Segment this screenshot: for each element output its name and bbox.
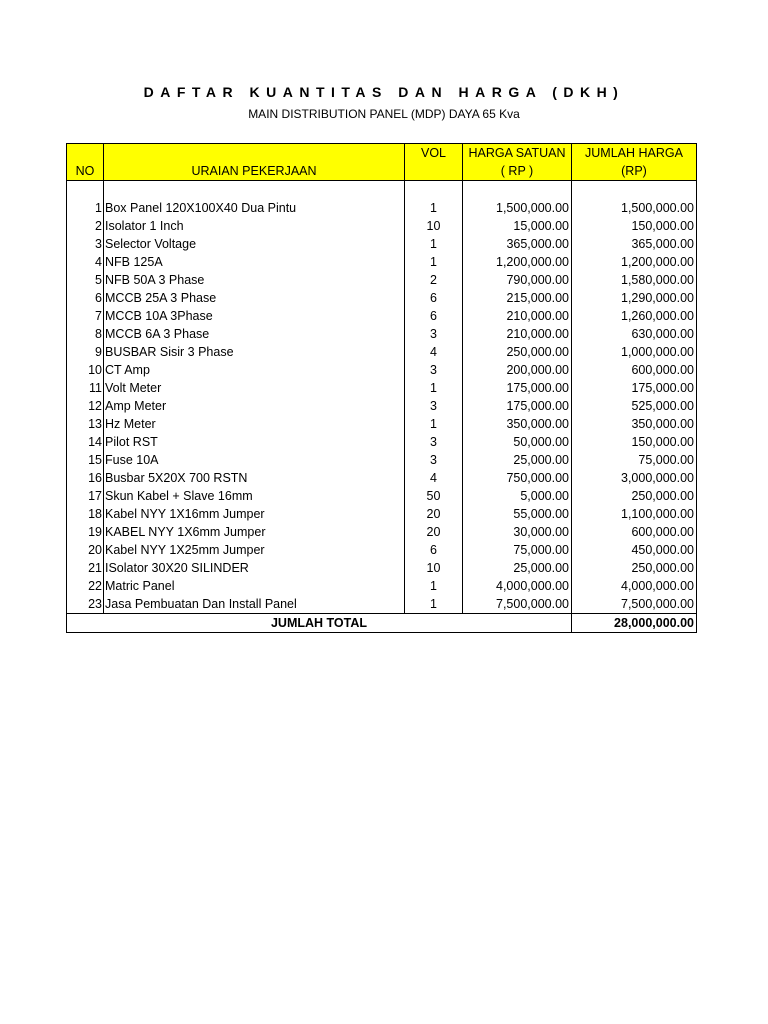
table-row (67, 433, 697, 451)
item-no: 1 (67, 199, 104, 217)
document-title: DAFTAR KUANTITAS DAN HARGA (DKH) (143, 84, 625, 100)
header-vol: VOL (405, 144, 463, 163)
item-no: 12 (67, 397, 104, 415)
table-row (67, 253, 697, 271)
item-vol: 6 (405, 307, 463, 325)
table-row (67, 361, 697, 379)
item-total-price: 150,000.00 (572, 217, 697, 235)
item-no: 11 (67, 379, 104, 397)
table-row (67, 289, 697, 307)
item-total-price: 350,000.00 (572, 415, 697, 433)
item-description: Fuse 10A (104, 451, 405, 469)
item-vol: 50 (405, 487, 463, 505)
item-no: 18 (67, 505, 104, 523)
item-no: 23 (67, 595, 104, 614)
item-description: Busbar 5X20X 700 RSTN (104, 469, 405, 487)
item-vol: 1 (405, 577, 463, 595)
table-row (67, 505, 697, 523)
table-row (67, 217, 697, 235)
item-total-price: 250,000.00 (572, 559, 697, 577)
table-row (67, 379, 697, 397)
item-unit-price: 350,000.00 (463, 415, 572, 433)
item-unit-price: 215,000.00 (463, 289, 572, 307)
header-no: NO (67, 162, 104, 181)
item-unit-price: 25,000.00 (463, 451, 572, 469)
item-unit-price: 175,000.00 (463, 397, 572, 415)
item-description: NFB 125A (104, 253, 405, 271)
table-row (67, 451, 697, 469)
item-vol: 1 (405, 415, 463, 433)
item-unit-price: 25,000.00 (463, 559, 572, 577)
item-vol: 3 (405, 325, 463, 343)
item-no: 8 (67, 325, 104, 343)
item-description: Volt Meter (104, 379, 405, 397)
table-row (67, 271, 697, 289)
item-no: 9 (67, 343, 104, 361)
item-total-price: 1,100,000.00 (572, 505, 697, 523)
total-label: JUMLAH TOTAL (67, 614, 572, 633)
table-row (67, 487, 697, 505)
item-description: Selector Voltage (104, 235, 405, 253)
item-total-price: 1,290,000.00 (572, 289, 697, 307)
table-body (67, 181, 697, 614)
item-total-price: 600,000.00 (572, 523, 697, 541)
total-value: 28,000,000.00 (572, 614, 697, 633)
table-row (67, 469, 697, 487)
item-unit-price: 7,500,000.00 (463, 595, 572, 614)
item-total-price: 365,000.00 (572, 235, 697, 253)
item-description: Isolator 1 Inch (104, 217, 405, 235)
item-unit-price: 790,000.00 (463, 271, 572, 289)
item-description: MCCB 25A 3 Phase (104, 289, 405, 307)
table-row (67, 235, 697, 253)
item-unit-price: 50,000.00 (463, 433, 572, 451)
header-jumlah-harga: JUMLAH HARGA (572, 144, 697, 163)
item-description: BUSBAR Sisir 3 Phase (104, 343, 405, 361)
item-unit-price: 4,000,000.00 (463, 577, 572, 595)
item-description: CT Amp (104, 361, 405, 379)
table-row (67, 415, 697, 433)
item-description: MCCB 6A 3 Phase (104, 325, 405, 343)
header-vol-bottom (405, 162, 463, 181)
item-total-price: 3,000,000.00 (572, 469, 697, 487)
table-row (67, 559, 697, 577)
table-row (67, 307, 697, 325)
item-no: 15 (67, 451, 104, 469)
header-harga-satuan-unit: ( RP ) (463, 162, 572, 181)
item-description: Box Panel 120X100X40 Dua Pintu (104, 199, 405, 217)
item-total-price: 450,000.00 (572, 541, 697, 559)
header-uraian-top (104, 144, 405, 163)
item-unit-price: 55,000.00 (463, 505, 572, 523)
item-total-price: 1,200,000.00 (572, 253, 697, 271)
item-vol: 6 (405, 541, 463, 559)
item-no: 22 (67, 577, 104, 595)
item-total-price: 175,000.00 (572, 379, 697, 397)
table-row (67, 325, 697, 343)
table-row (67, 343, 697, 361)
item-no: 17 (67, 487, 104, 505)
item-vol: 3 (405, 451, 463, 469)
item-total-price: 1,260,000.00 (572, 307, 697, 325)
item-unit-price: 175,000.00 (463, 379, 572, 397)
item-no: 2 (67, 217, 104, 235)
item-description: MCCB 10A 3Phase (104, 307, 405, 325)
item-description: Matric Panel (104, 577, 405, 595)
item-description: Amp Meter (104, 397, 405, 415)
item-unit-price: 5,000.00 (463, 487, 572, 505)
item-unit-price: 200,000.00 (463, 361, 572, 379)
table-row (67, 541, 697, 559)
item-vol: 3 (405, 397, 463, 415)
item-total-price: 1,500,000.00 (572, 199, 697, 217)
table-row (67, 595, 697, 614)
item-description: NFB 50A 3 Phase (104, 271, 405, 289)
item-no: 7 (67, 307, 104, 325)
item-no: 16 (67, 469, 104, 487)
item-no: 21 (67, 559, 104, 577)
item-no: 6 (67, 289, 104, 307)
header-no-top (67, 144, 104, 163)
item-unit-price: 15,000.00 (463, 217, 572, 235)
item-description: ISolator 30X20 SILINDER (104, 559, 405, 577)
item-vol: 4 (405, 469, 463, 487)
item-total-price: 600,000.00 (572, 361, 697, 379)
item-unit-price: 210,000.00 (463, 307, 572, 325)
item-vol: 1 (405, 199, 463, 217)
item-unit-price: 1,500,000.00 (463, 199, 572, 217)
item-description: Kabel NYY 1X25mm Jumper (104, 541, 405, 559)
item-vol: 1 (405, 235, 463, 253)
item-vol: 1 (405, 253, 463, 271)
table-row (67, 397, 697, 415)
item-vol: 10 (405, 559, 463, 577)
spacer-row (67, 181, 697, 200)
table-header (67, 144, 697, 181)
header-uraian: URAIAN PEKERJAAN (104, 162, 405, 181)
item-description: Kabel NYY 1X16mm Jumper (104, 505, 405, 523)
item-vol: 10 (405, 217, 463, 235)
item-vol: 3 (405, 361, 463, 379)
item-vol: 2 (405, 271, 463, 289)
item-no: 10 (67, 361, 104, 379)
item-no: 14 (67, 433, 104, 451)
item-description: Skun Kabel + Slave 16mm (104, 487, 405, 505)
item-vol: 3 (405, 433, 463, 451)
document-subtitle: MAIN DISTRIBUTION PANEL (MDP) DAYA 65 Kva (248, 107, 520, 121)
item-no: 19 (67, 523, 104, 541)
item-total-price: 1,580,000.00 (572, 271, 697, 289)
header-harga-satuan: HARGA SATUAN (463, 144, 572, 163)
item-no: 5 (67, 271, 104, 289)
item-no: 3 (67, 235, 104, 253)
item-unit-price: 750,000.00 (463, 469, 572, 487)
header-jumlah-harga-unit: (RP) (572, 162, 697, 181)
item-unit-price: 210,000.00 (463, 325, 572, 343)
table-row (67, 523, 697, 541)
item-vol: 1 (405, 595, 463, 614)
total-row (67, 614, 697, 633)
item-total-price: 4,000,000.00 (572, 577, 697, 595)
item-no: 13 (67, 415, 104, 433)
item-description: Pilot RST (104, 433, 405, 451)
item-description: KABEL NYY 1X6mm Jumper (104, 523, 405, 541)
item-unit-price: 365,000.00 (463, 235, 572, 253)
item-vol: 1 (405, 379, 463, 397)
item-unit-price: 1,200,000.00 (463, 253, 572, 271)
item-vol: 6 (405, 289, 463, 307)
item-total-price: 525,000.00 (572, 397, 697, 415)
item-description: Hz Meter (104, 415, 405, 433)
price-table (66, 143, 697, 633)
item-total-price: 150,000.00 (572, 433, 697, 451)
item-no: 20 (67, 541, 104, 559)
item-total-price: 630,000.00 (572, 325, 697, 343)
item-vol: 20 (405, 505, 463, 523)
item-unit-price: 30,000.00 (463, 523, 572, 541)
item-description: Jasa Pembuatan Dan Install Panel (104, 595, 405, 614)
item-total-price: 75,000.00 (572, 451, 697, 469)
item-vol: 4 (405, 343, 463, 361)
item-total-price: 1,000,000.00 (572, 343, 697, 361)
item-unit-price: 75,000.00 (463, 541, 572, 559)
table-row (67, 577, 697, 595)
item-unit-price: 250,000.00 (463, 343, 572, 361)
item-total-price: 250,000.00 (572, 487, 697, 505)
item-no: 4 (67, 253, 104, 271)
table-row (67, 199, 697, 217)
item-total-price: 7,500,000.00 (572, 595, 697, 614)
item-vol: 20 (405, 523, 463, 541)
